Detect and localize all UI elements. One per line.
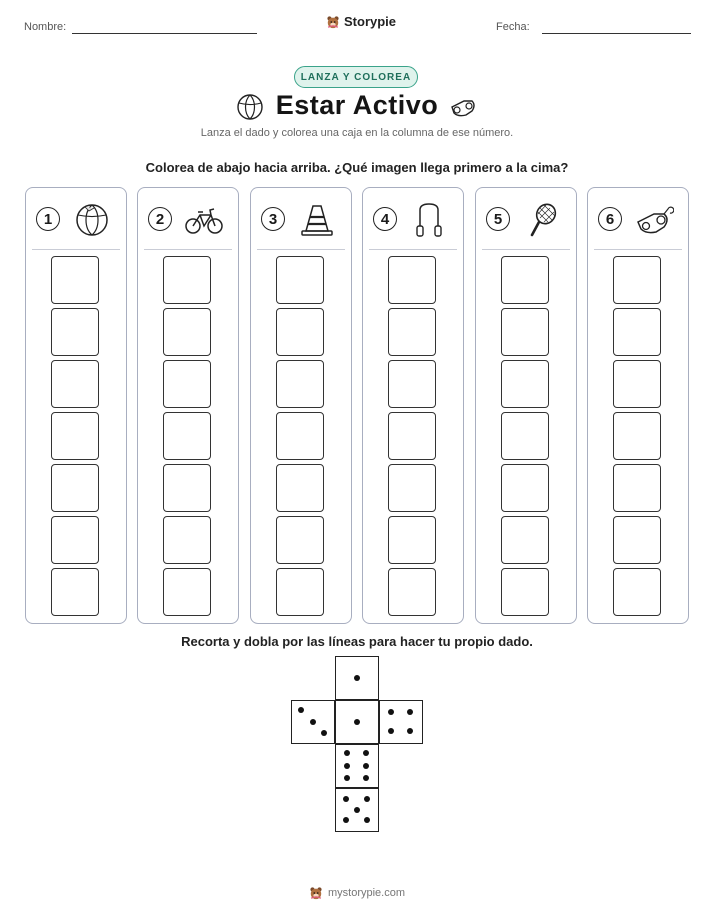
column-divider	[144, 249, 232, 250]
dice-pip	[344, 775, 350, 781]
color-box[interactable]	[276, 256, 324, 304]
color-box[interactable]	[51, 516, 99, 564]
dice-pip	[363, 750, 369, 756]
dice-pip	[344, 763, 350, 769]
color-box[interactable]	[388, 360, 436, 408]
dice-pip	[344, 750, 350, 756]
column-3	[250, 187, 352, 624]
color-box[interactable]	[163, 516, 211, 564]
color-box[interactable]	[613, 412, 661, 460]
column-header	[138, 188, 238, 250]
column-divider	[594, 249, 682, 250]
color-box[interactable]	[51, 412, 99, 460]
page-subtitle: Lanza el dado y colorea una caja en la columna de ese número.	[200, 127, 514, 139]
dice-pip	[407, 709, 413, 715]
color-box[interactable]	[613, 308, 661, 356]
dice-instruction: Recorta y dobla por las líneas para hacer tu propio dado.	[181, 634, 533, 649]
color-box[interactable]	[388, 412, 436, 460]
dice-face-3	[291, 700, 335, 744]
column-divider	[369, 249, 457, 250]
dice-face-4	[379, 700, 423, 744]
name-field[interactable]	[72, 33, 257, 34]
color-box[interactable]	[501, 412, 549, 460]
color-box[interactable]	[501, 256, 549, 304]
dice-pip	[354, 675, 360, 681]
column-6	[587, 187, 689, 624]
color-box[interactable]	[276, 360, 324, 408]
column-1	[25, 187, 127, 624]
dice-face-5	[335, 788, 379, 832]
color-box[interactable]	[163, 360, 211, 408]
brand-name: Storypie	[344, 14, 397, 29]
column-number: 3	[261, 207, 285, 231]
color-box[interactable]	[388, 308, 436, 356]
dice-pip	[363, 763, 369, 769]
dice-pip	[364, 817, 370, 823]
color-box[interactable]	[276, 516, 324, 564]
dice-pip	[343, 817, 349, 823]
column-number: 2	[148, 207, 172, 231]
name-label: Nombre:	[24, 21, 67, 33]
column-number: 1	[36, 207, 60, 231]
date-label: Fecha:	[496, 21, 530, 33]
color-box[interactable]	[51, 568, 99, 616]
column-4	[362, 187, 464, 624]
color-box[interactable]	[388, 256, 436, 304]
color-box[interactable]	[51, 256, 99, 304]
dice-pip	[363, 775, 369, 781]
page-title: Estar Activo	[275, 90, 439, 120]
color-box[interactable]	[276, 568, 324, 616]
dice-pip	[310, 719, 316, 725]
color-box[interactable]	[501, 360, 549, 408]
whistle-icon	[448, 93, 478, 121]
dice-face-1	[335, 656, 379, 700]
column-header	[363, 188, 463, 250]
color-box[interactable]	[163, 308, 211, 356]
column-header	[26, 188, 126, 250]
color-box[interactable]	[276, 464, 324, 512]
color-box[interactable]	[501, 308, 549, 356]
color-box[interactable]	[613, 568, 661, 616]
color-box[interactable]	[613, 256, 661, 304]
column-number: 4	[373, 207, 397, 231]
color-box[interactable]	[51, 308, 99, 356]
color-box[interactable]	[388, 516, 436, 564]
column-header	[476, 188, 576, 250]
whistle-icon	[634, 202, 674, 238]
color-box[interactable]	[163, 256, 211, 304]
jump-rope-icon	[409, 202, 449, 238]
activity-badge: LANZA Y COLOREA	[294, 66, 418, 88]
color-box[interactable]	[163, 412, 211, 460]
traffic-cone-icon	[297, 202, 337, 238]
column-2	[137, 187, 239, 624]
bicycle-icon	[184, 202, 224, 238]
color-box[interactable]	[501, 516, 549, 564]
color-box[interactable]	[388, 568, 436, 616]
footer-url: mystorypie.com	[327, 887, 406, 899]
dice-face-6	[335, 744, 379, 788]
column-divider	[482, 249, 570, 250]
dice-pip	[298, 707, 304, 713]
color-box[interactable]	[501, 568, 549, 616]
dice-pip	[388, 728, 394, 734]
dice-pip	[407, 728, 413, 734]
column-header	[588, 188, 688, 250]
color-box[interactable]	[276, 308, 324, 356]
color-box[interactable]	[163, 568, 211, 616]
column-header	[251, 188, 351, 250]
dice-pip	[343, 796, 349, 802]
footer	[0, 886, 714, 900]
color-box[interactable]	[388, 464, 436, 512]
color-box[interactable]	[613, 516, 661, 564]
column-number: 5	[486, 207, 510, 231]
bear-icon	[309, 886, 323, 900]
color-box[interactable]	[51, 464, 99, 512]
dice-face-1	[335, 700, 379, 744]
dice-pip	[321, 730, 327, 736]
coloring-instruction: Colorea de abajo hacia arriba. ¿Qué imagen llega primero a la cima?	[145, 160, 569, 175]
column-divider	[257, 249, 345, 250]
color-box[interactable]	[613, 360, 661, 408]
color-box[interactable]	[51, 360, 99, 408]
column-divider	[32, 249, 120, 250]
color-box[interactable]	[501, 464, 549, 512]
tennis-racket-icon	[522, 202, 562, 238]
color-box[interactable]	[276, 412, 324, 460]
brand-logo	[326, 14, 396, 29]
dice-pip	[354, 807, 360, 813]
dice-pip	[388, 709, 394, 715]
color-box[interactable]	[613, 464, 661, 512]
dice-pip	[354, 719, 360, 725]
column-number: 6	[598, 207, 622, 231]
column-5	[475, 187, 577, 624]
color-box[interactable]	[163, 464, 211, 512]
beach-ball-icon	[72, 202, 112, 238]
bear-icon	[326, 15, 340, 29]
dice-pip	[364, 796, 370, 802]
date-field[interactable]	[542, 33, 691, 34]
